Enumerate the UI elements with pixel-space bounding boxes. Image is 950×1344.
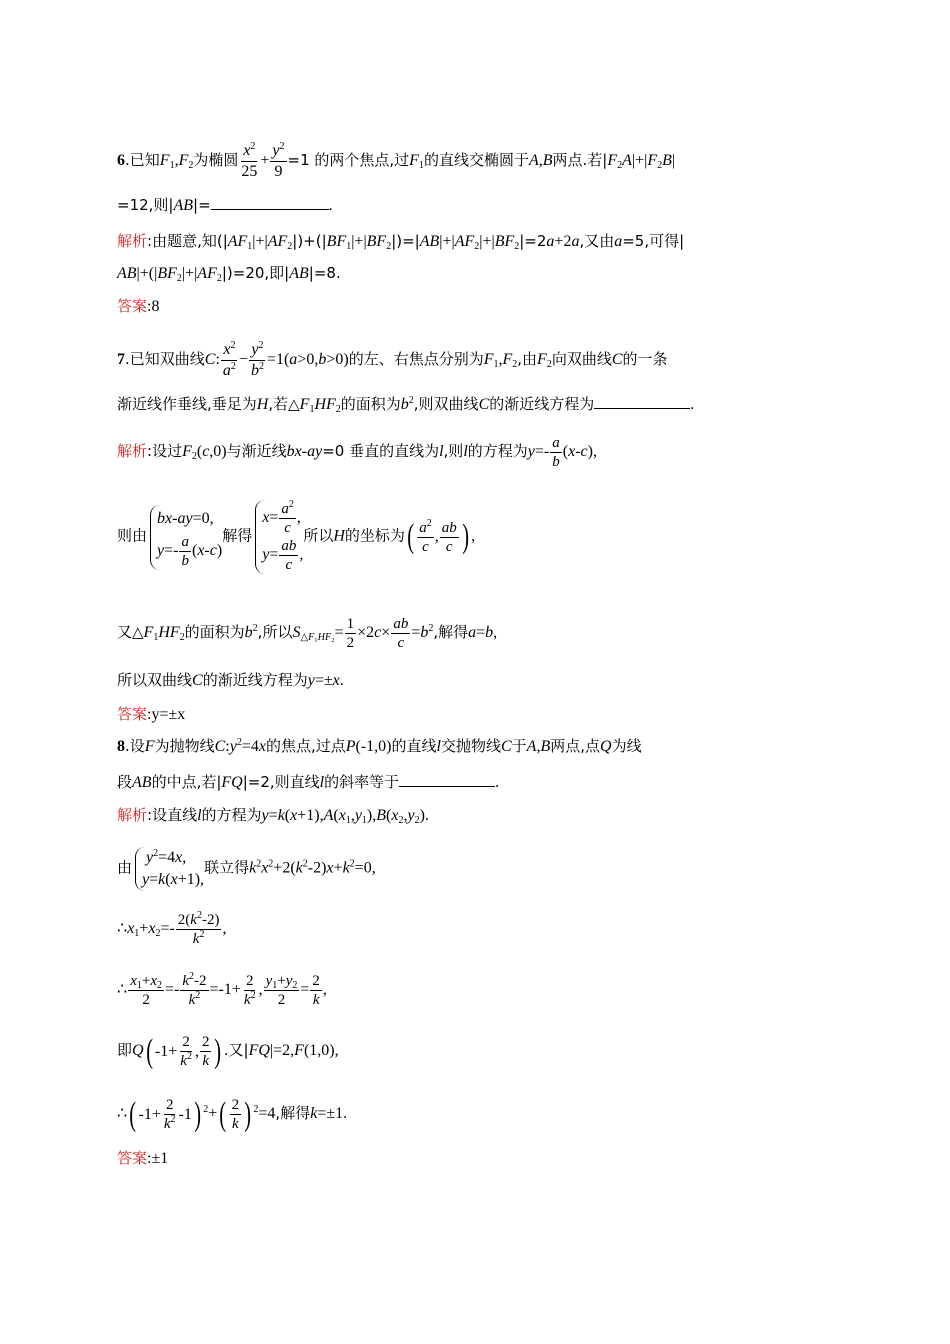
q7-system-line: 则由 bx-ay=0, y=- $\frac{a}{b}$ (x-c) 解得 x= $\frac{a^2}{c}$ , y= $\frac{ab}{c}$ , 所以H的坐标为 ( $\frac{a^2}{c}$ , $\frac{ab}{c}$ ) , [117,499,476,573]
q8-sum-line: $\therefore x_1+x_2=-$ $\frac{2(k^2-2)}{k^2}$ , [117,910,227,947]
answer-blank [399,772,495,787]
equation-system: $y^2=4x$, y=k(x+1), [135,847,204,891]
fraction: $\frac{2(k^2-2)}{k^2}$ [177,910,220,947]
q6-answer: 答案:8 [117,297,160,315]
analysis-label: 解析 [117,442,148,461]
q7-area-line: 又$\triangle F_1HF_2$的面积为$b^2$,所以$S_{\triangle F_1HF_2}=$ $\frac{1}{2}$ ×2c× $\frac{ab}{c}$ $=b^2$,解得a=b, [117,616,498,651]
fraction: $\frac{ab}{c}$ [393,616,409,651]
answer-blank [594,394,690,409]
fraction: $\frac{x_1+x_2}{2}$ [130,973,162,1008]
q8-q-point-line: 即Q ( -1+ $\frac{2}{k^2}$ , $\frac{2}{k}$ ) .又|FQ|=2,F(1,0), [117,1032,339,1070]
q8-answer: 答案:±1 [117,1149,169,1167]
fraction: $\frac{1}{2}$ [346,616,355,651]
q7-number: 7 [117,351,125,369]
q7-line1: 7.已知双曲线C: $\frac{x^2}{a^2}$ − $\frac{y^2}{b^2}$ =1(a>0,b>0)的左、右焦点分别为$F_1,F_2$,由$F_2$向双曲线C的一条 [117,340,668,379]
fraction: $\frac{k^2-2}{k^2}$ [182,971,207,1008]
q8-line2: 段AB的中点,若|FQ|=2,则直线l的斜率等于 . [117,773,500,791]
answer-label: 答案 [117,705,148,723]
analysis-label: 解析 [117,806,148,824]
q6-line2: =12,则|AB|= . [117,196,333,214]
fraction: $\frac{x^2}{25}$ [241,141,258,180]
analysis-label: 解析 [117,232,148,250]
q8-line1: 8.设F为抛物线$C:y^2=4x$的焦点,过点P(-1,0)的直线l交抛物线C于A,B两点,点Q为线 [117,737,642,755]
q8-analysis-line1: 解析:设直线l的方程为$y=k(x+1),A(x_1,y_1),B(x_2,y_2)$. [117,806,429,826]
equation-system: bx-ay=0, y=- $\frac{a}{b}$ (x-c) [150,505,222,570]
answer-label: 答案 [117,1149,148,1167]
fraction: $\frac{y^2}{b^2}$ [250,340,264,379]
fraction: $\frac{2}{k}$ [312,973,320,1008]
solution-system: x= $\frac{a^2}{c}$ , y= $\frac{ab}{c}$ , [255,500,303,574]
q6-line1: 6.已知$F_1,F_2$为椭圆 $\frac{x^2}{25}$ + $\frac{y^2}{9}$ =1 的两个焦点,过$F_1$的直线交椭圆于A,B两点.若$|F_2A|+|F_2B|$ [117,141,676,180]
q8-distance-line: ∴ ( -1+ $\frac{2}{k^2}$ -1 ) $^2$+ ( $\frac{2}{k}$ ) $^2$=4,解得k=±1. [117,1095,348,1133]
q6-analysis-line2: $AB|+(|BF_2|+|AF_2|)=20$,即|AB|=8. [117,264,341,284]
q6-analysis-line1: 解析:由题意,知$(|AF_1|+|AF_2|)+(|BF_1|+|BF_2|)=|AB|+|AF_2|+|BF_2|=2a+2a$,又由a=5,可得| [117,232,685,252]
fraction: $\frac{a}{b}$ [552,435,560,470]
fraction: $\frac{x^2}{a^2}$ [222,340,236,379]
answer-blank [211,195,329,210]
q7-line2: 渐近线作垂线,垂足为H,若$\triangle F_1HF_2$的面积为$b^2$,则双曲线C的渐近线方程为 . [117,395,695,415]
q8-number: 8 [117,738,125,755]
q7-answer: 答案:y=±x [117,705,186,723]
q7-analysis-line1: 解析:设过$F_2(c,0)$与渐近线bx-ay=0 垂直的直线为l,则l的方程为y=- $\frac{a}{b}$ (x-c), [117,435,597,470]
q8-midpoint-line: ∴ $\frac{x_1+x_2}{2}$ =- $\frac{k^2-2}{k^2}$ =-1+ $\frac{2}{k^2}$ , $\frac{y_1+y_2}{2}$ = $\frac{2}{k}$ , [117,971,327,1008]
q8-system-line: 由 $y^2=4x$, y=k(x+1), 联立得$k^2x^2+2(k^2-2)x+k^2=0$, [117,847,376,891]
q7-asymptote-line: 所以双曲线C的渐近线方程为y=±x. [117,671,344,689]
answer-label: 答案 [117,297,148,315]
fraction: $\frac{y_1+y_2}{2}$ [265,973,298,1008]
fraction: $\frac{2}{k^2}$ [243,973,256,1008]
q6-number: 6 [117,152,125,170]
fraction: $\frac{y^2}{9}$ [272,141,285,180]
